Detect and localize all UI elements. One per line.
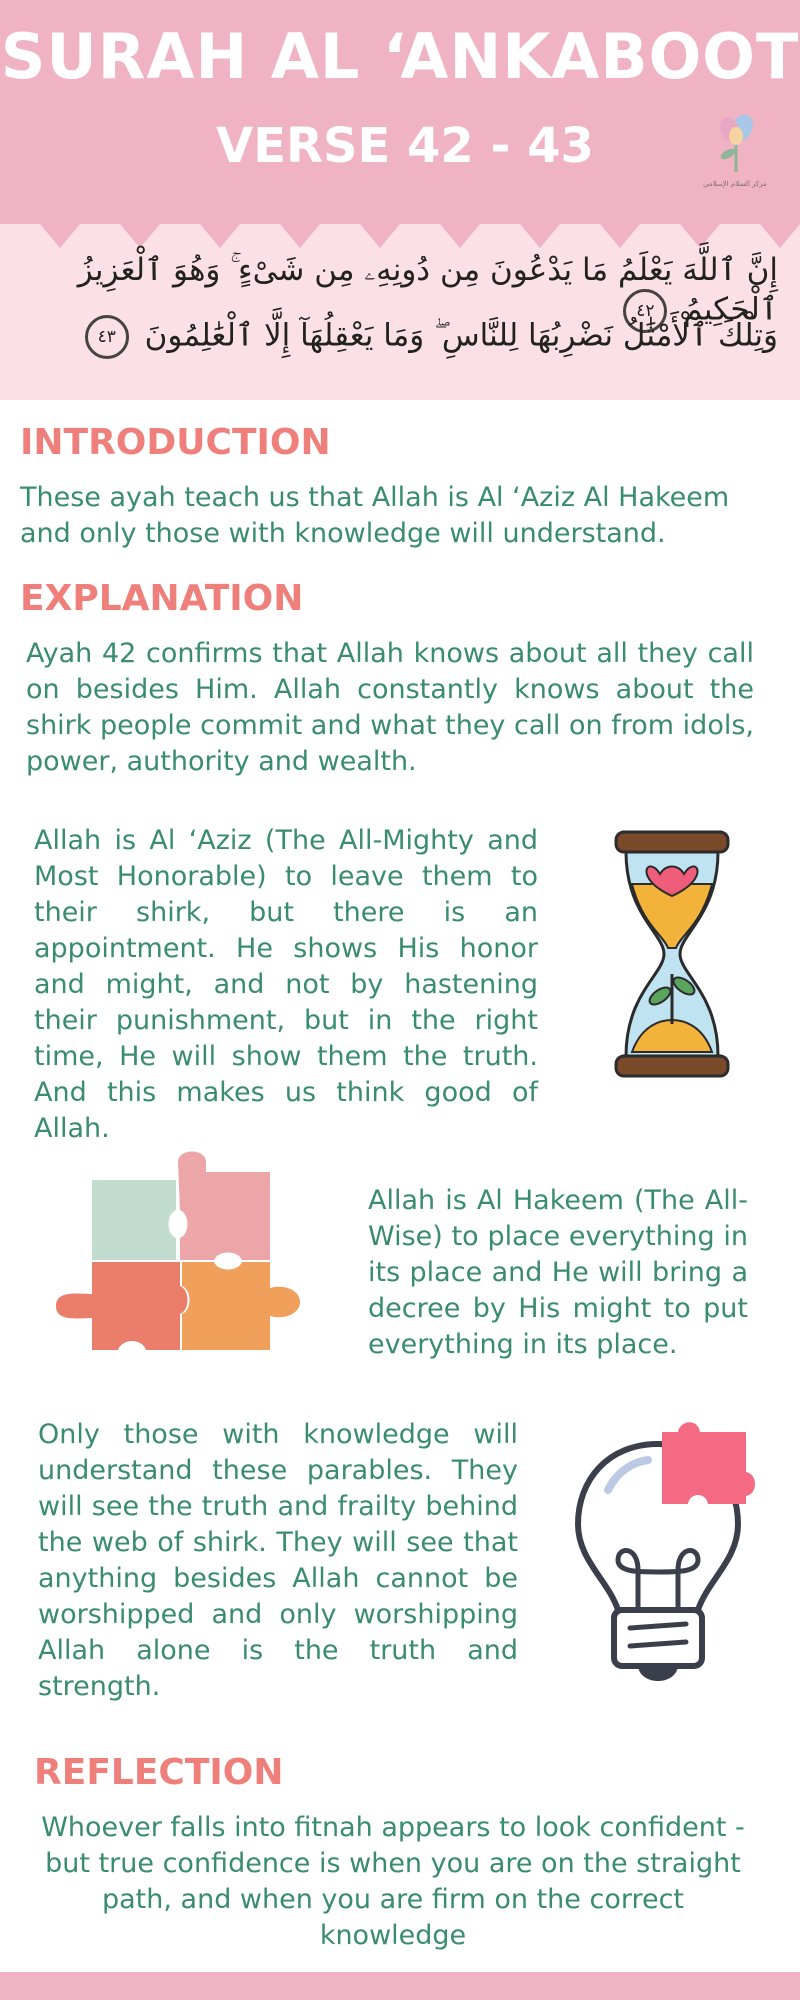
verse-43 [18, 315, 778, 359]
logo-text: مركز السلام الإسلامي [703, 180, 767, 188]
zigzag-divider [0, 210, 800, 248]
explanation-paragraph-1: Ayah 42 confirms that Allah knows about all they call on besides Him. Allah constantly knows about the shirk people commit and what they call on from idols, power, authority and wealth. [26, 638, 754, 777]
verse-43-text: وَتِلْكَ ٱلْأَمْثَٰلُ نَضْرِبُهَا لِلنَّاسِ ۖ وَمَا يَعْقِلُهَآ إِلَّا ٱلْعَٰلِمُونَ [144, 317, 778, 354]
puzzle-icon [56, 1150, 306, 1370]
verse-42-text: إِنَّ ٱللَّهَ يَعْلَمُ مَا يَدْعُونَ مِن دُونِهِۦ مِن شَىْءٍ ۚ وَهُوَ ٱلْعَزِيزُ ٱلْحَكِيمُ [77, 252, 778, 328]
hourglass-icon [602, 824, 742, 1084]
explanation-paragraph-4: Only those with knowledge will understand these parables. They will see the truth and frailty behind the web of shirk. They will see that anything besides Allah cannot be worshipped and only worshipping Allah alone is the truth and strength. [38, 1419, 518, 1702]
footer-strip [0, 1972, 800, 2000]
page-subtitle: VERSE 42 - 43 [216, 118, 594, 174]
introduction-text: These ayah teach us that Allah is Al ‘Aziz Al Hakeem and only those with knowledge will understand. [20, 482, 730, 549]
page-title: SURAH AL ‘ANKABOOT [0, 20, 800, 93]
logo [700, 110, 770, 202]
ayah-number-43: ٤٣ [85, 315, 129, 359]
explanation-paragraph-3: Allah is Al Hakeem (The All-Wise) to place everything in its place and He will bring a decree by His might to put everything in its place. [368, 1185, 748, 1360]
lightbulb-icon [568, 1420, 758, 1690]
explanation-paragraph-2: Allah is Al ‘Aziz (The All-Mighty and Most Honorable) to leave them to their shirk, but there is an appointment. He shows His honor and might, and not by hastening their punishment, but in the right time, He will show them the truth. And this makes us think good of Allah. [34, 825, 538, 1144]
introduction-heading: INTRODUCTION [20, 422, 331, 463]
reflection-text: Whoever falls into fitnah appears to look confident - but true confidence is when you are on the straight path, and when you are firm on the correct knowledge [41, 1812, 745, 1951]
flower-logo-icon [700, 110, 770, 180]
ayah-number-42: ٤٢ [623, 289, 667, 333]
explanation-heading: EXPLANATION [20, 578, 304, 619]
reflection-heading: REFLECTION [34, 1752, 284, 1793]
